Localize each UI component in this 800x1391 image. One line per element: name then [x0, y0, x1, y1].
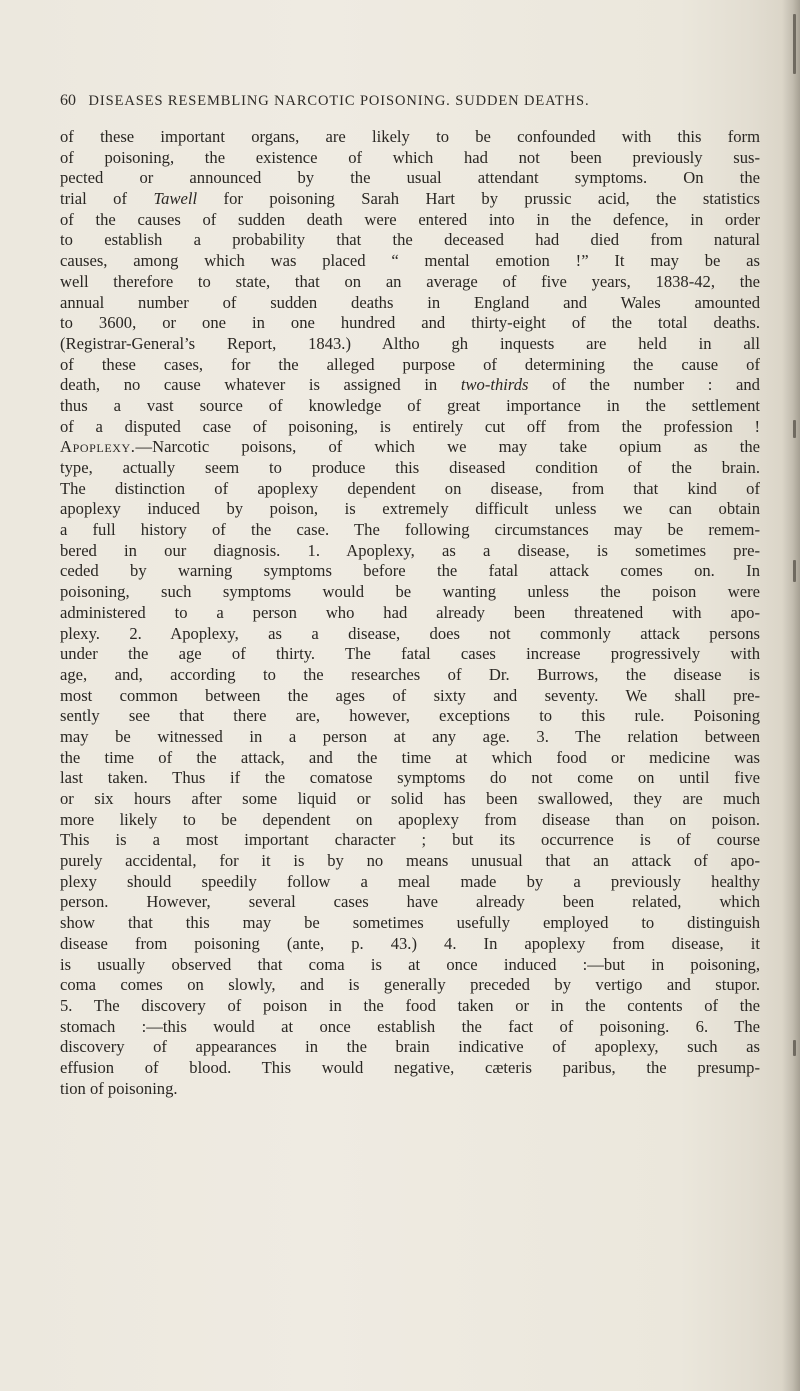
text-line: more likely to be dependent on apoplexy from disease than on poison.	[60, 809, 760, 829]
text-line: bered in our diagnosis. 1. Apoplexy, as a disease, is sometimes pre-	[60, 540, 760, 560]
text-line: ceded by warning symptoms before the fatal attack comes on. In	[60, 561, 760, 581]
text-line: most common between the ages of sixty and seventy. We shall pre-	[60, 685, 760, 705]
text-line: The distinction of apoplexy dependent on disease, from that kind of	[60, 478, 760, 498]
text-line: of poisoning, the existence of which had not been previously sus-	[60, 147, 760, 167]
emphasis: Apoplexy.	[60, 437, 136, 457]
text-line: causes, among which was placed “ mental emotion !” It may be as	[60, 251, 760, 271]
text-line: to establish a probability that the deceased had died from natural	[60, 230, 760, 250]
text-line: of these cases, for the alleged purpose of determining the cause of	[60, 354, 760, 374]
text-line: poisoning, such symptoms would be wanting unless the poison were	[60, 582, 760, 602]
text-line: a full history of the case. The following circumstances may be remem-	[60, 520, 760, 540]
page-edge-shadow	[782, 0, 800, 1391]
emphasis: two-thirds	[460, 375, 529, 395]
text-line: plexy should speedily follow a meal made by a previously healthy	[60, 871, 760, 891]
text-line: well therefore to state, that on an average of five years, 1838-42, the	[60, 271, 760, 291]
text-line: purely accidental, for it is by no means unusual that an attack of apo-	[60, 851, 760, 871]
text-line: tion of poisoning.	[60, 1078, 178, 1098]
text-line: under the age of thirty. The fatal cases increase progressively with	[60, 644, 760, 664]
body-text	[60, 127, 760, 1099]
text-line: pected or announced by the usual attendant symptoms. On the	[60, 168, 760, 188]
text-line: age, and, according to the researches of Dr. Burrows, the disease is	[60, 664, 760, 684]
text-line: This is a most important character ; but its occurrence is of course	[60, 830, 760, 850]
text-line: sently see that there are, however, exceptions to this rule. Poisoning	[60, 706, 760, 726]
text-line: of a disputed case of poisoning, is entirely cut off from the profession !	[60, 416, 760, 436]
text-line: stomach :—this would at once establish the fact of poisoning. 6. The	[60, 1016, 760, 1036]
text-line: is usually observed that coma is at once induced :—but in poisoning,	[60, 954, 760, 974]
page-edge-mark	[793, 560, 796, 582]
text-line: the time of the attack, and the time at which food or medicine was	[60, 747, 760, 767]
page-edge-mark	[793, 1040, 796, 1056]
text-line: trial of Tawell for poisoning Sarah Hart by prussic acid, the statistics	[60, 189, 760, 209]
page-edge-mark	[793, 14, 796, 74]
running-head-title: DISEASES RESEMBLING NARCOTIC POISONING. SUDDEN DEATHS.	[88, 93, 590, 109]
text-line: of the causes of sudden death were entered into in the defence, in order	[60, 209, 760, 229]
text-line: annual number of sudden deaths in England and Wales amounted	[60, 292, 760, 312]
text-line: or six hours after some liquid or solid has been swallowed, they are much	[60, 789, 760, 808]
text-line: Apoplexy.—Narcotic poisons, of which we may take opium as the	[60, 437, 760, 457]
text-line: (Registrar-General’s Report, 1843.) Altho gh inquests are held in all	[60, 333, 760, 353]
text-line: discovery of appearances in the brain indicative of apoplexy, such as	[60, 1037, 760, 1057]
text-line: person. However, several cases have already been related, which	[60, 892, 760, 912]
text-line: effusion of blood. This would negative, cæteris paribus, the presump-	[60, 1057, 760, 1077]
running-head	[60, 92, 760, 114]
text-line: plexy. 2. Apoplexy, as a disease, does not commonly attack persons	[60, 623, 760, 643]
page-edge-mark	[793, 420, 796, 438]
text-line: apoplexy induced by poison, is extremely difficult unless we can obtain	[60, 499, 760, 519]
text-line: last taken. Thus if the comatose symptoms do not come on until five	[60, 768, 760, 788]
text-line: may be witnessed in a person at any age. 3. The relation between	[60, 726, 760, 746]
text-line: 5. The discovery of poison in the food taken or in the contents of the	[60, 995, 760, 1015]
text-line: disease from poisoning (ante, p. 43.) 4. In apoplexy from disease, it	[60, 933, 760, 953]
emphasis: Tawell	[153, 189, 198, 209]
page-number: 60	[60, 92, 76, 109]
text-line: type, actually seem to produce this diseased condition of the brain.	[60, 458, 760, 477]
text-line: thus a vast source of knowledge of great importance in the settlement	[60, 395, 760, 415]
text-line: of these important organs, are likely to be confounded with this form	[60, 127, 760, 146]
text-line: administered to a person who had already been threatened with apo-	[60, 602, 760, 622]
text-line: show that this may be sometimes usefully employed to distinguish	[60, 913, 760, 933]
text-line: to 3600, or one in one hundred and thirty-eight of the total deaths.	[60, 313, 760, 333]
text-line: death, no cause whatever is assigned in two-thirds of the number : and	[60, 375, 760, 395]
text-line: coma comes on slowly, and is generally preceded by vertigo and stupor.	[60, 975, 760, 995]
